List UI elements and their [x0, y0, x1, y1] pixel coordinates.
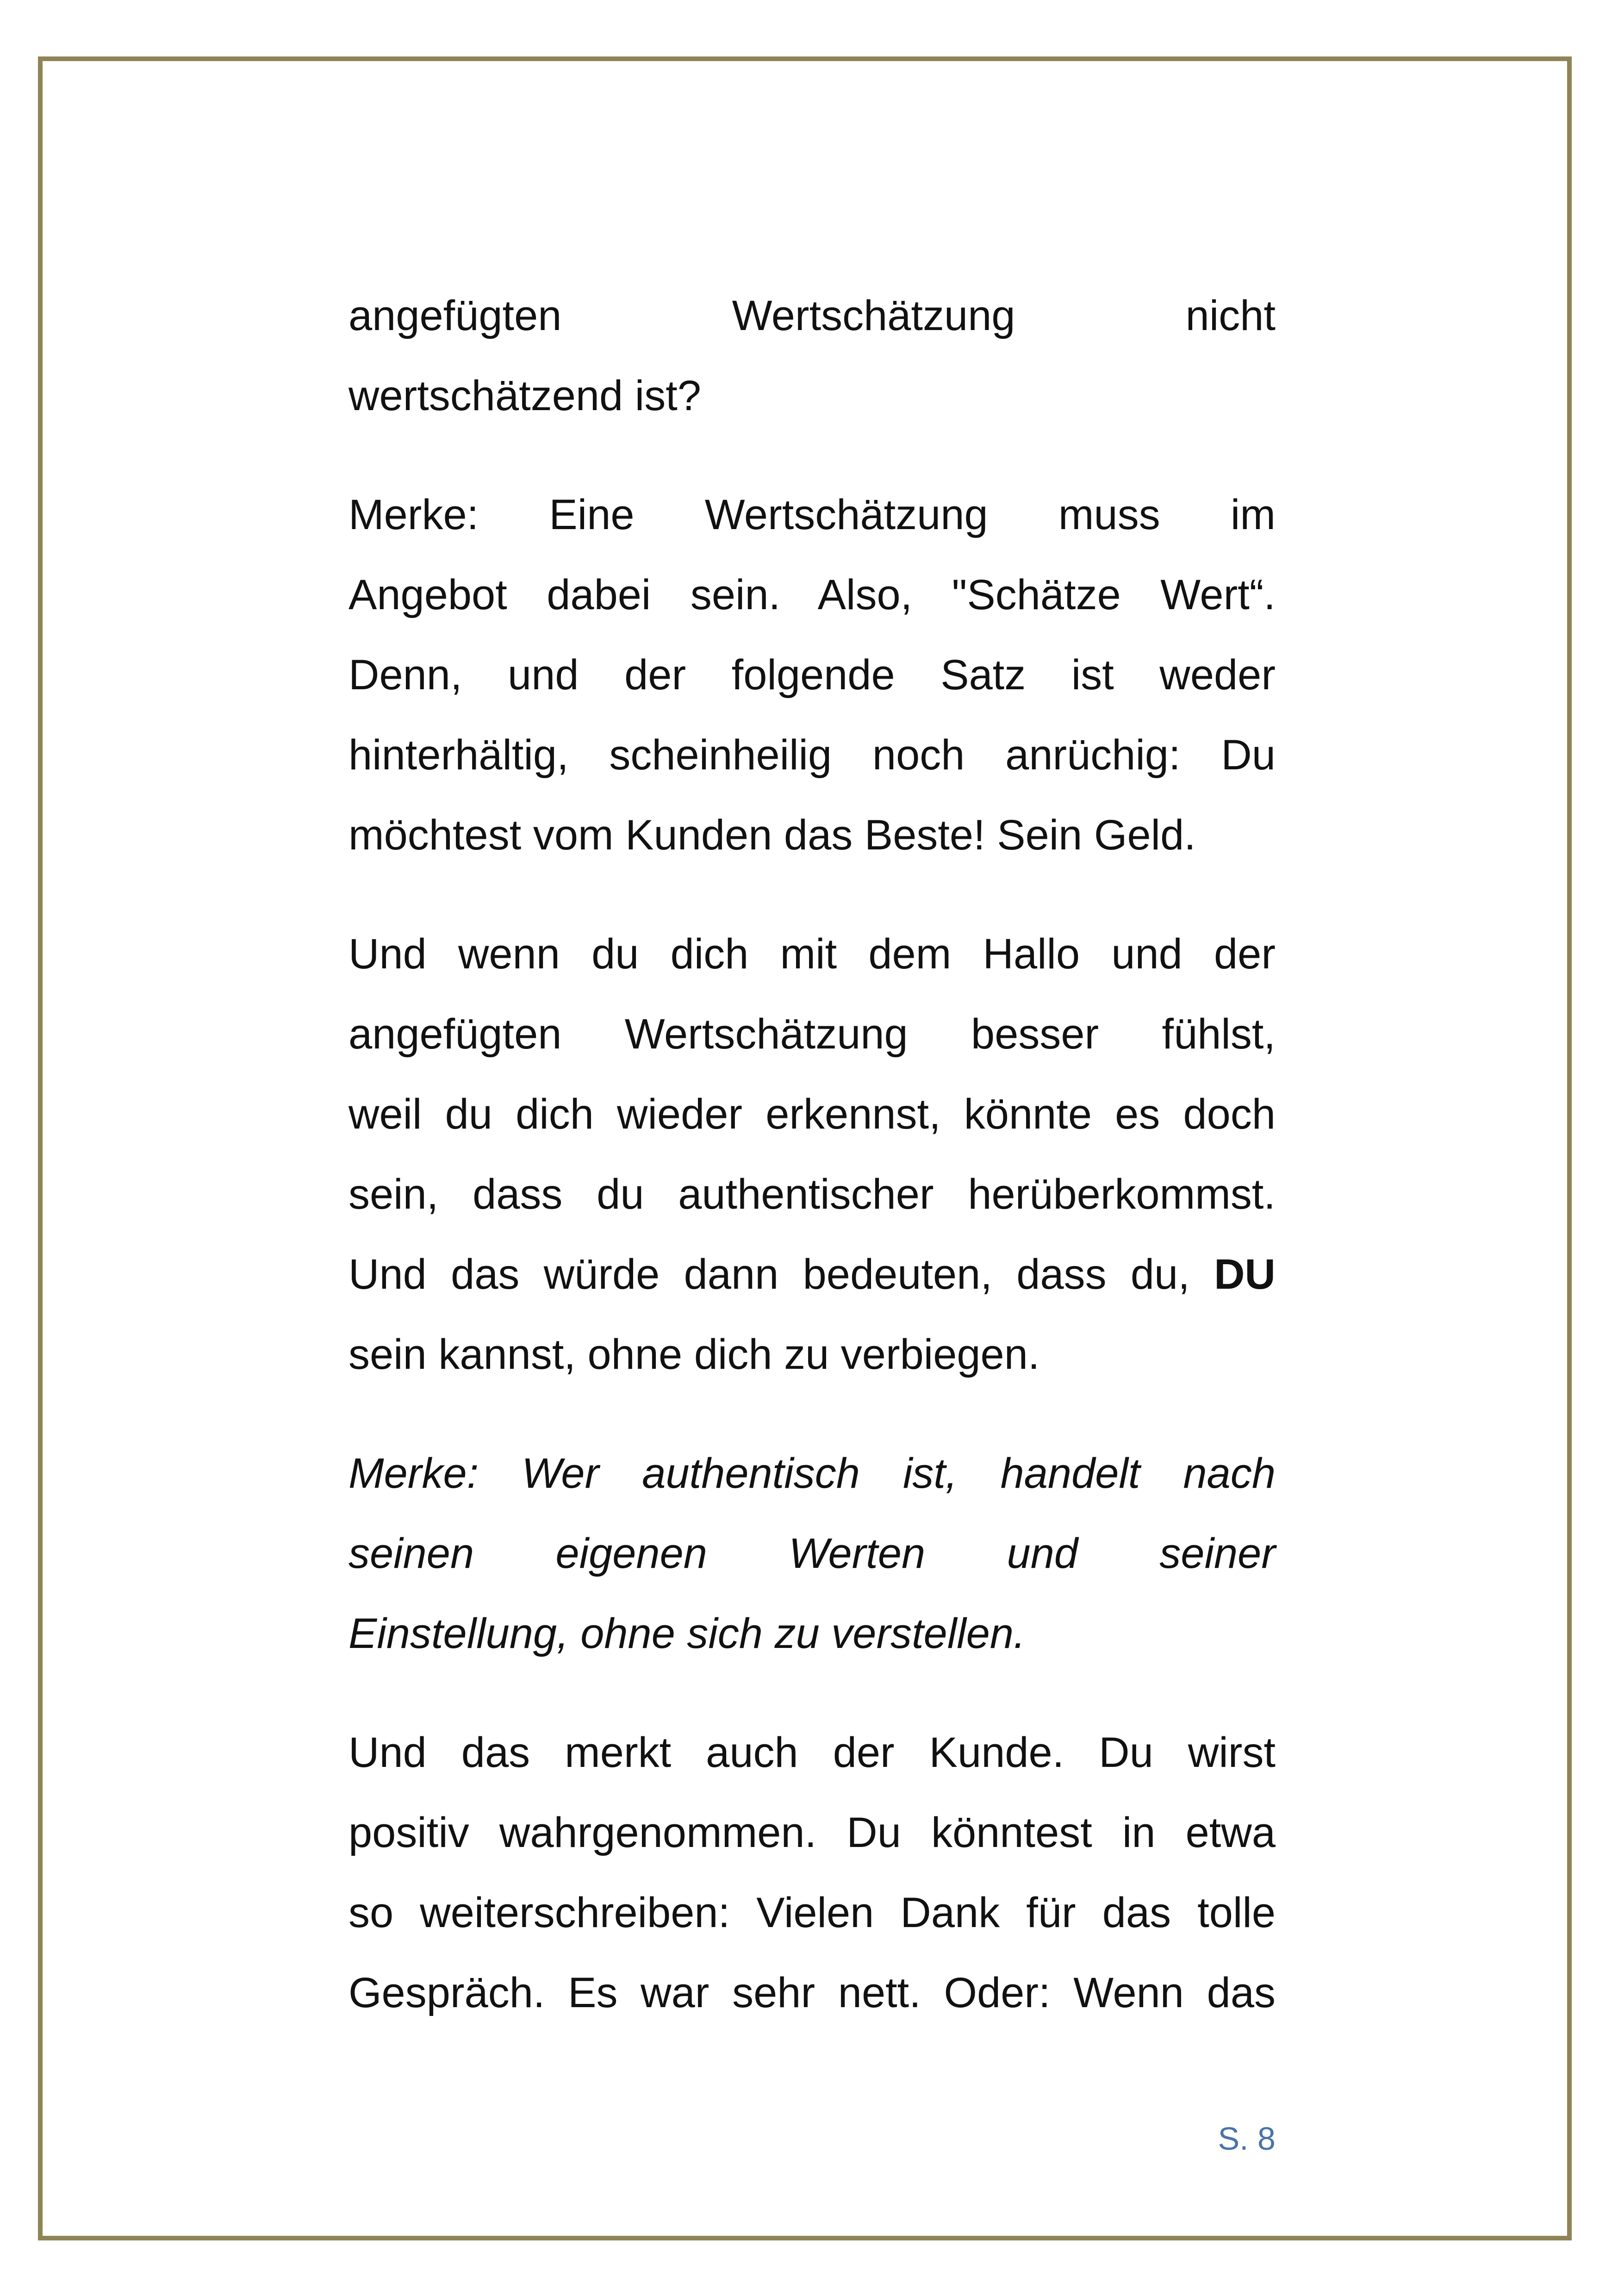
text-line: Denn, und der folgende Satz ist weder — [348, 651, 1276, 699]
text-line: Merke: Eine Wertschätzung muss im — [348, 491, 1276, 538]
text-line: so weiterschreiben: Vielen Dank für das tolle — [348, 1889, 1276, 1936]
text-line: Einstellung, ohne sich zu verstellen. — [348, 1610, 1026, 1657]
text-line: möchtest vom Kunden das Beste! Sein Geld. — [348, 811, 1196, 859]
page-number: S. 8 — [1218, 2121, 1276, 2157]
document-body — [348, 276, 1276, 2072]
paragraph-3 — [348, 914, 1276, 1395]
text-line: angefügten Wertschätzung nicht — [348, 292, 1276, 339]
text-line: wertschätzend ist? — [348, 372, 701, 419]
paragraph-5 — [348, 1713, 1276, 2033]
text-line: Und wenn du dich mit dem Hallo und der — [348, 930, 1276, 978]
text-line: angefügten Wertschätzung besser fühlst, — [348, 1011, 1276, 1058]
text-line: Angebot dabei sein. Also, "Schätze Wert“. — [348, 571, 1276, 618]
text-line: Und das merkt auch der Kunde. Du wirst — [348, 1729, 1276, 1776]
text-line: positiv wahrgenommen. Du könntest in etwa — [348, 1809, 1276, 1856]
paragraph-1 — [348, 276, 1276, 436]
text-line: weil du dich wieder erkennst, könnte es doch — [348, 1091, 1276, 1138]
paragraph-2 — [348, 475, 1276, 875]
text-line: sein kannst, ohne dich zu verbiegen. — [348, 1331, 1040, 1378]
text-segment: Und das würde dann bedeuten, dass du, — [348, 1251, 1190, 1298]
text-line: Merke: Wer authentisch ist, handelt nach — [348, 1450, 1276, 1497]
text-line: sein, dass du authentischer herüberkommst. — [348, 1171, 1276, 1218]
text-line-with-bold — [348, 1235, 1276, 1315]
paragraph-4-italic-note — [348, 1434, 1276, 1674]
text-line: Gespräch. Es war sehr nett. Oder: Wenn das — [348, 1969, 1276, 2016]
bold-emphasis: DU — [1214, 1251, 1276, 1298]
text-line: hinterhältig, scheinheilig noch anrüchig: Du — [348, 731, 1276, 779]
text-line: seinen eigenen Werten und seiner — [348, 1530, 1276, 1577]
